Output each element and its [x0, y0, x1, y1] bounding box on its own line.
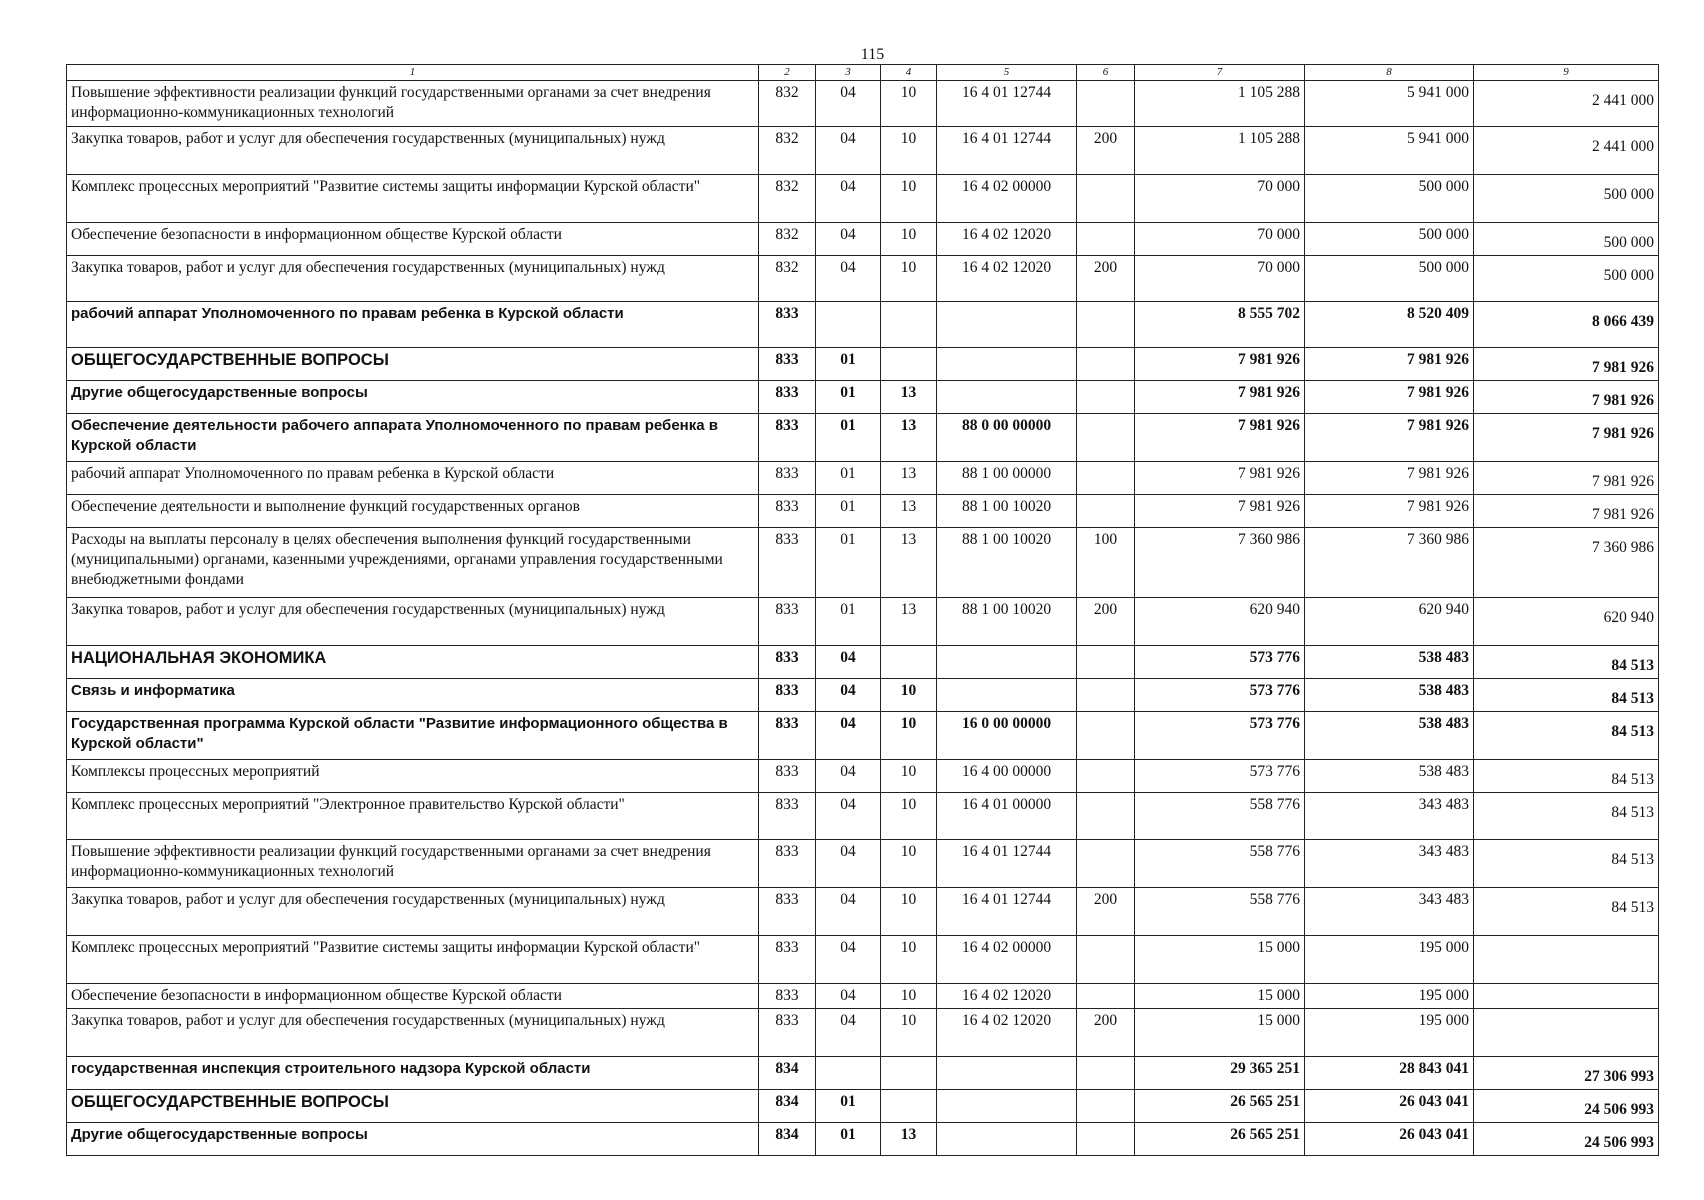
cell-amount-year2: 7 981 926 — [1305, 348, 1474, 381]
cell-expense-type: 100 — [1077, 528, 1135, 598]
row-name: Обеспечение безопасности в информационном обществе Курской области — [67, 984, 759, 1009]
cell-section-code: 01 — [816, 414, 881, 462]
cell-ministry-code: 833 — [759, 414, 816, 462]
cell-ministry-code: 833 — [759, 984, 816, 1009]
cell-expense-type — [1077, 1057, 1135, 1090]
cell-amount-year1: 558 776 — [1135, 793, 1305, 840]
cell-amount-year1: 8 555 702 — [1135, 302, 1305, 348]
column-number: 8 — [1305, 65, 1474, 81]
row-name: Повышение эффективности реализации функций государственными органами за счет внедрения информационно-коммуникационных технологий — [67, 81, 759, 127]
cell-amount-year2: 538 483 — [1305, 712, 1474, 760]
cell-amount-year3: 84 513 — [1474, 840, 1659, 888]
cell-amount-year3: 7 360 986 — [1474, 528, 1659, 598]
table-row — [67, 495, 1659, 528]
table-row — [67, 175, 1659, 223]
cell-subsection-code: 13 — [881, 414, 937, 462]
cell-target-article: 16 4 02 12020 — [937, 1009, 1077, 1057]
table-row — [67, 888, 1659, 936]
cell-expense-type — [1077, 984, 1135, 1009]
cell-amount-year2: 195 000 — [1305, 984, 1474, 1009]
cell-amount-year1: 15 000 — [1135, 936, 1305, 984]
cell-amount-year1: 558 776 — [1135, 888, 1305, 936]
row-name: Повышение эффективности реализации функций государственными органами за счет внедрения информационно-коммуникационных технологий — [67, 840, 759, 888]
cell-amount-year1: 15 000 — [1135, 1009, 1305, 1057]
cell-target-article — [937, 381, 1077, 414]
cell-amount-year3: 2 441 000 — [1474, 127, 1659, 175]
table-row — [67, 679, 1659, 712]
cell-section-code: 04 — [816, 712, 881, 760]
cell-amount-year2: 343 483 — [1305, 888, 1474, 936]
column-number: 4 — [881, 65, 937, 81]
row-name: Закупка товаров, работ и услуг для обеспечения государственных (муниципальных) нужд — [67, 888, 759, 936]
cell-subsection-code: 10 — [881, 127, 937, 175]
row-name: Связь и информатика — [67, 679, 759, 712]
cell-amount-year3: 24 506 993 — [1474, 1090, 1659, 1123]
cell-target-article: 16 0 00 00000 — [937, 712, 1077, 760]
cell-amount-year3: 2 441 000 — [1474, 81, 1659, 127]
column-number-row — [67, 65, 1659, 81]
table-row — [67, 462, 1659, 495]
column-number: 7 — [1135, 65, 1305, 81]
cell-amount-year3: 84 513 — [1474, 793, 1659, 840]
table-row — [67, 223, 1659, 256]
cell-ministry-code: 833 — [759, 598, 816, 646]
cell-target-article: 16 4 01 12744 — [937, 840, 1077, 888]
row-name: рабочий аппарат Уполномоченного по правам ребенка в Курской области — [67, 462, 759, 495]
cell-amount-year1: 26 565 251 — [1135, 1123, 1305, 1156]
cell-section-code: 01 — [816, 1123, 881, 1156]
table-row — [67, 81, 1659, 127]
budget-table — [66, 64, 1659, 1156]
table-row — [67, 1009, 1659, 1057]
cell-ministry-code: 833 — [759, 348, 816, 381]
cell-expense-type: 200 — [1077, 256, 1135, 302]
cell-section-code: 04 — [816, 984, 881, 1009]
cell-subsection-code: 10 — [881, 984, 937, 1009]
cell-expense-type — [1077, 760, 1135, 793]
cell-amount-year2: 7 360 986 — [1305, 528, 1474, 598]
row-name: Закупка товаров, работ и услуг для обеспечения государственных (муниципальных) нужд — [67, 598, 759, 646]
cell-ministry-code: 833 — [759, 712, 816, 760]
cell-target-article: 88 1 00 10020 — [937, 598, 1077, 646]
cell-amount-year3: 84 513 — [1474, 888, 1659, 936]
cell-section-code: 04 — [816, 936, 881, 984]
table-row — [67, 760, 1659, 793]
row-name: Комплекс процессных мероприятий "Электронное правительство Курской области" — [67, 793, 759, 840]
cell-target-article — [937, 679, 1077, 712]
cell-expense-type — [1077, 1090, 1135, 1123]
row-name: Обеспечение безопасности в информационном обществе Курской области — [67, 223, 759, 256]
cell-amount-year3: 500 000 — [1474, 223, 1659, 256]
cell-expense-type — [1077, 495, 1135, 528]
cell-amount-year2: 7 981 926 — [1305, 381, 1474, 414]
cell-target-article: 88 0 00 00000 — [937, 414, 1077, 462]
cell-amount-year3: 7 981 926 — [1474, 495, 1659, 528]
cell-expense-type — [1077, 81, 1135, 127]
cell-subsection-code: 13 — [881, 462, 937, 495]
cell-ministry-code: 832 — [759, 223, 816, 256]
row-name: Обеспечение деятельности и выполнение функций государственных органов — [67, 495, 759, 528]
row-name: Другие общегосударственные вопросы — [67, 1123, 759, 1156]
cell-subsection-code: 10 — [881, 175, 937, 223]
cell-target-article: 16 4 01 12744 — [937, 81, 1077, 127]
table-row — [67, 1090, 1659, 1123]
cell-target-article: 88 1 00 10020 — [937, 528, 1077, 598]
cell-section-code: 01 — [816, 381, 881, 414]
cell-target-article — [937, 1123, 1077, 1156]
cell-amount-year2: 620 940 — [1305, 598, 1474, 646]
column-number: 5 — [937, 65, 1077, 81]
row-name: Закупка товаров, работ и услуг для обеспечения государственных (муниципальных) нужд — [67, 1009, 759, 1057]
cell-subsection-code — [881, 348, 937, 381]
cell-ministry-code: 833 — [759, 495, 816, 528]
table-row — [67, 984, 1659, 1009]
cell-section-code: 01 — [816, 495, 881, 528]
table-row — [67, 840, 1659, 888]
table-body — [67, 81, 1659, 1156]
cell-amount-year2: 26 043 041 — [1305, 1123, 1474, 1156]
cell-amount-year3 — [1474, 936, 1659, 984]
row-name: ОБЩЕГОСУДАРСТВЕННЫЕ ВОПРОСЫ — [67, 348, 759, 381]
cell-ministry-code: 834 — [759, 1090, 816, 1123]
cell-section-code — [816, 1057, 881, 1090]
cell-subsection-code: 10 — [881, 223, 937, 256]
cell-amount-year2: 500 000 — [1305, 256, 1474, 302]
cell-amount-year3: 84 513 — [1474, 679, 1659, 712]
cell-subsection-code: 13 — [881, 495, 937, 528]
cell-amount-year2: 5 941 000 — [1305, 81, 1474, 127]
cell-ministry-code: 833 — [759, 840, 816, 888]
cell-amount-year3: 500 000 — [1474, 175, 1659, 223]
cell-section-code: 01 — [816, 462, 881, 495]
cell-ministry-code: 833 — [759, 302, 816, 348]
cell-section-code: 04 — [816, 646, 881, 679]
cell-subsection-code: 10 — [881, 81, 937, 127]
cell-subsection-code — [881, 646, 937, 679]
cell-ministry-code: 833 — [759, 760, 816, 793]
cell-ministry-code: 833 — [759, 462, 816, 495]
cell-section-code: 01 — [816, 598, 881, 646]
cell-amount-year1: 29 365 251 — [1135, 1057, 1305, 1090]
cell-subsection-code: 10 — [881, 679, 937, 712]
table-row — [67, 414, 1659, 462]
cell-ministry-code: 833 — [759, 1009, 816, 1057]
row-name: Государственная программа Курской области "Развитие информационного общества в Курской области" — [67, 712, 759, 760]
cell-amount-year1: 7 981 926 — [1135, 348, 1305, 381]
cell-amount-year2: 28 843 041 — [1305, 1057, 1474, 1090]
row-name: НАЦИОНАЛЬНАЯ ЭКОНОМИКА — [67, 646, 759, 679]
cell-amount-year1: 70 000 — [1135, 175, 1305, 223]
cell-ministry-code: 832 — [759, 81, 816, 127]
cell-target-article — [937, 646, 1077, 679]
cell-target-article: 88 1 00 10020 — [937, 495, 1077, 528]
row-name: Другие общегосударственные вопросы — [67, 381, 759, 414]
page-number: 115 — [860, 46, 885, 63]
cell-section-code: 04 — [816, 127, 881, 175]
cell-amount-year2: 7 981 926 — [1305, 414, 1474, 462]
cell-amount-year3: 7 981 926 — [1474, 381, 1659, 414]
cell-amount-year1: 15 000 — [1135, 984, 1305, 1009]
cell-target-article — [937, 1090, 1077, 1123]
cell-subsection-code: 13 — [881, 381, 937, 414]
cell-subsection-code — [881, 1090, 937, 1123]
table-row — [67, 646, 1659, 679]
cell-ministry-code: 834 — [759, 1123, 816, 1156]
cell-amount-year1: 558 776 — [1135, 840, 1305, 888]
cell-subsection-code: 10 — [881, 936, 937, 984]
row-name: Расходы на выплаты персоналу в целях обеспечения выполнения функций государственными (муниципальными) органами, казенными учреждениями, органами управления государственными внебюджетными фондами — [67, 528, 759, 598]
cell-amount-year1: 573 776 — [1135, 646, 1305, 679]
column-number: 6 — [1077, 65, 1135, 81]
cell-subsection-code: 13 — [881, 598, 937, 646]
cell-subsection-code: 10 — [881, 760, 937, 793]
cell-ministry-code: 833 — [759, 793, 816, 840]
cell-target-article — [937, 302, 1077, 348]
table-row — [67, 793, 1659, 840]
cell-expense-type — [1077, 175, 1135, 223]
cell-amount-year1: 573 776 — [1135, 712, 1305, 760]
cell-section-code: 04 — [816, 760, 881, 793]
cell-target-article: 16 4 02 00000 — [937, 936, 1077, 984]
cell-target-article: 16 4 02 00000 — [937, 175, 1077, 223]
cell-expense-type — [1077, 793, 1135, 840]
table-row — [67, 302, 1659, 348]
cell-section-code: 04 — [816, 793, 881, 840]
cell-amount-year2: 26 043 041 — [1305, 1090, 1474, 1123]
cell-expense-type — [1077, 646, 1135, 679]
cell-ministry-code: 834 — [759, 1057, 816, 1090]
table-row — [67, 127, 1659, 175]
cell-section-code: 01 — [816, 1090, 881, 1123]
cell-amount-year2: 195 000 — [1305, 936, 1474, 984]
cell-amount-year1: 26 565 251 — [1135, 1090, 1305, 1123]
cell-target-article: 16 4 01 12744 — [937, 888, 1077, 936]
cell-ministry-code: 833 — [759, 528, 816, 598]
cell-amount-year2: 7 981 926 — [1305, 462, 1474, 495]
column-number: 3 — [816, 65, 881, 81]
cell-target-article: 16 4 02 12020 — [937, 256, 1077, 302]
cell-target-article: 16 4 01 00000 — [937, 793, 1077, 840]
cell-amount-year3: 500 000 — [1474, 256, 1659, 302]
row-name: Комплексы процессных мероприятий — [67, 760, 759, 793]
cell-target-article: 16 4 02 12020 — [937, 223, 1077, 256]
cell-section-code: 04 — [816, 256, 881, 302]
cell-amount-year2: 500 000 — [1305, 223, 1474, 256]
cell-target-article: 16 4 02 12020 — [937, 984, 1077, 1009]
cell-section-code: 04 — [816, 81, 881, 127]
cell-section-code: 01 — [816, 348, 881, 381]
cell-amount-year2: 343 483 — [1305, 793, 1474, 840]
cell-section-code: 04 — [816, 175, 881, 223]
cell-amount-year1: 620 940 — [1135, 598, 1305, 646]
cell-ministry-code: 833 — [759, 888, 816, 936]
cell-subsection-code: 13 — [881, 528, 937, 598]
cell-amount-year1: 573 776 — [1135, 760, 1305, 793]
row-name: Обеспечение деятельности рабочего аппарата Уполномоченного по правам ребенка в Курской области — [67, 414, 759, 462]
row-name: государственная инспекция строительного надзора Курской области — [67, 1057, 759, 1090]
cell-target-article: 16 4 00 00000 — [937, 760, 1077, 793]
cell-amount-year1: 1 105 288 — [1135, 81, 1305, 127]
cell-amount-year3: 27 306 993 — [1474, 1057, 1659, 1090]
cell-amount-year1: 70 000 — [1135, 223, 1305, 256]
cell-amount-year2: 500 000 — [1305, 175, 1474, 223]
cell-section-code: 04 — [816, 1009, 881, 1057]
cell-subsection-code: 10 — [881, 712, 937, 760]
cell-amount-year1: 7 981 926 — [1135, 414, 1305, 462]
column-number: 2 — [759, 65, 816, 81]
cell-ministry-code: 833 — [759, 381, 816, 414]
cell-subsection-code: 10 — [881, 840, 937, 888]
cell-amount-year3: 7 981 926 — [1474, 462, 1659, 495]
cell-subsection-code — [881, 1057, 937, 1090]
cell-amount-year2: 195 000 — [1305, 1009, 1474, 1057]
cell-expense-type — [1077, 414, 1135, 462]
cell-section-code: 04 — [816, 840, 881, 888]
cell-expense-type — [1077, 223, 1135, 256]
cell-target-article: 16 4 01 12744 — [937, 127, 1077, 175]
cell-section-code: 04 — [816, 888, 881, 936]
cell-subsection-code: 13 — [881, 1123, 937, 1156]
cell-expense-type: 200 — [1077, 1009, 1135, 1057]
cell-amount-year3: 84 513 — [1474, 646, 1659, 679]
cell-amount-year1: 1 105 288 — [1135, 127, 1305, 175]
column-number: 1 — [67, 65, 759, 81]
cell-subsection-code: 10 — [881, 888, 937, 936]
table-row — [67, 256, 1659, 302]
cell-amount-year1: 7 981 926 — [1135, 462, 1305, 495]
cell-amount-year3: 84 513 — [1474, 760, 1659, 793]
cell-amount-year1: 7 360 986 — [1135, 528, 1305, 598]
cell-section-code: 04 — [816, 679, 881, 712]
cell-expense-type: 200 — [1077, 888, 1135, 936]
cell-expense-type — [1077, 348, 1135, 381]
cell-amount-year1: 70 000 — [1135, 256, 1305, 302]
cell-amount-year3 — [1474, 984, 1659, 1009]
cell-amount-year3 — [1474, 1009, 1659, 1057]
cell-amount-year3: 7 981 926 — [1474, 348, 1659, 381]
cell-amount-year1: 7 981 926 — [1135, 495, 1305, 528]
cell-expense-type: 200 — [1077, 127, 1135, 175]
cell-subsection-code — [881, 302, 937, 348]
table-row — [67, 598, 1659, 646]
cell-subsection-code: 10 — [881, 793, 937, 840]
cell-amount-year2: 8 520 409 — [1305, 302, 1474, 348]
cell-amount-year2: 538 483 — [1305, 760, 1474, 793]
cell-amount-year2: 5 941 000 — [1305, 127, 1474, 175]
cell-ministry-code: 833 — [759, 646, 816, 679]
cell-section-code — [816, 302, 881, 348]
cell-amount-year2: 538 483 — [1305, 679, 1474, 712]
cell-section-code: 01 — [816, 528, 881, 598]
cell-ministry-code: 832 — [759, 256, 816, 302]
cell-subsection-code: 10 — [881, 256, 937, 302]
table-row — [67, 936, 1659, 984]
cell-ministry-code: 832 — [759, 175, 816, 223]
cell-amount-year3: 24 506 993 — [1474, 1123, 1659, 1156]
cell-target-article — [937, 1057, 1077, 1090]
cell-amount-year3: 84 513 — [1474, 712, 1659, 760]
cell-expense-type — [1077, 1123, 1135, 1156]
table-row — [67, 348, 1659, 381]
row-name: Комплекс процессных мероприятий "Развитие системы защиты информации Курской области" — [67, 936, 759, 984]
cell-expense-type — [1077, 840, 1135, 888]
cell-ministry-code: 832 — [759, 127, 816, 175]
cell-target-article — [937, 348, 1077, 381]
cell-amount-year1: 573 776 — [1135, 679, 1305, 712]
cell-amount-year2: 538 483 — [1305, 646, 1474, 679]
cell-expense-type: 200 — [1077, 598, 1135, 646]
table-row — [67, 381, 1659, 414]
cell-expense-type — [1077, 679, 1135, 712]
cell-expense-type — [1077, 936, 1135, 984]
cell-target-article: 88 1 00 00000 — [937, 462, 1077, 495]
cell-ministry-code: 833 — [759, 679, 816, 712]
cell-amount-year2: 7 981 926 — [1305, 495, 1474, 528]
table-row — [67, 528, 1659, 598]
cell-subsection-code: 10 — [881, 1009, 937, 1057]
cell-amount-year3: 620 940 — [1474, 598, 1659, 646]
cell-amount-year3: 7 981 926 — [1474, 414, 1659, 462]
cell-expense-type — [1077, 302, 1135, 348]
cell-amount-year1: 7 981 926 — [1135, 381, 1305, 414]
table-row — [67, 712, 1659, 760]
row-name: Закупка товаров, работ и услуг для обеспечения государственных (муниципальных) нужд — [67, 127, 759, 175]
cell-expense-type — [1077, 381, 1135, 414]
cell-expense-type — [1077, 462, 1135, 495]
row-name: Комплекс процессных мероприятий "Развитие системы защиты информации Курской области" — [67, 175, 759, 223]
cell-section-code: 04 — [816, 223, 881, 256]
cell-amount-year2: 343 483 — [1305, 840, 1474, 888]
row-name: рабочий аппарат Уполномоченного по правам ребенка в Курской области — [67, 302, 759, 348]
row-name: ОБЩЕГОСУДАРСТВЕННЫЕ ВОПРОСЫ — [67, 1090, 759, 1123]
column-number: 9 — [1474, 65, 1659, 81]
row-name: Закупка товаров, работ и услуг для обеспечения государственных (муниципальных) нужд — [67, 256, 759, 302]
cell-ministry-code: 833 — [759, 936, 816, 984]
table-row — [67, 1123, 1659, 1156]
table-row — [67, 1057, 1659, 1090]
cell-expense-type — [1077, 712, 1135, 760]
cell-amount-year3: 8 066 439 — [1474, 302, 1659, 348]
